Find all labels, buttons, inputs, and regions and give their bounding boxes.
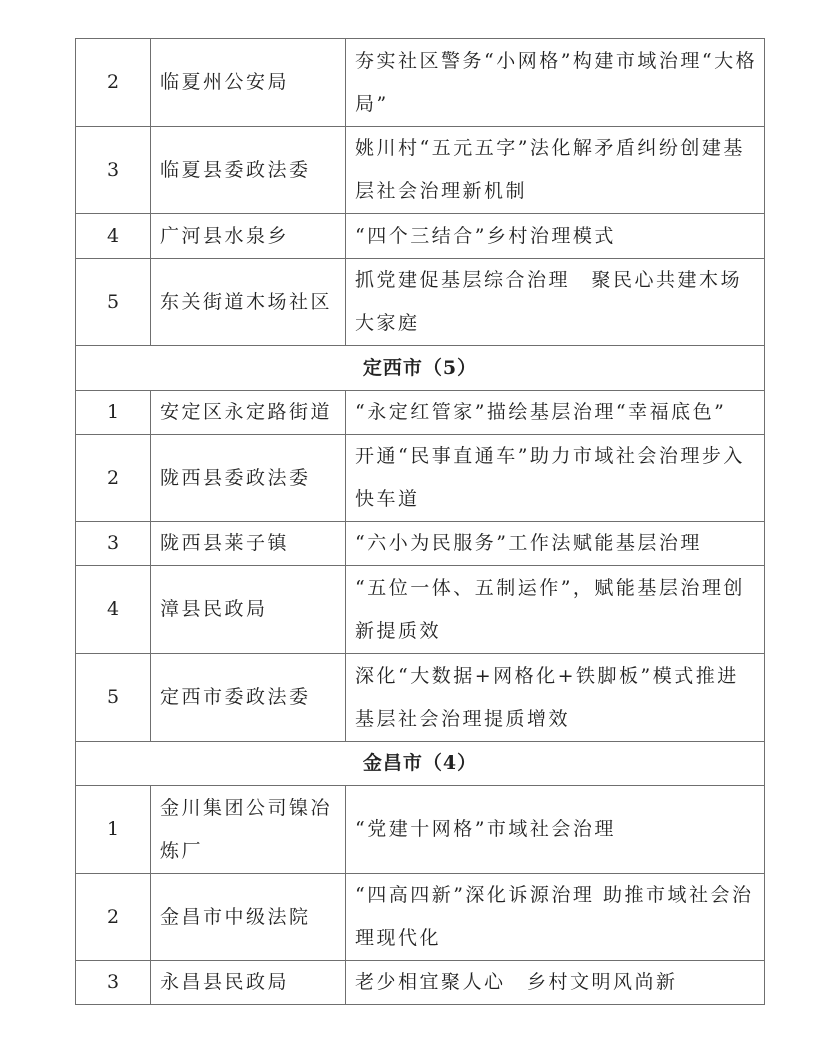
award-table bbox=[75, 38, 765, 1005]
section-header-row bbox=[76, 346, 765, 391]
table-row bbox=[76, 522, 765, 566]
organization-cell: 临夏县委政法委 bbox=[151, 127, 346, 214]
table-row bbox=[76, 874, 765, 961]
row-number: 1 bbox=[76, 786, 151, 874]
project-title-cell: “五位一体、五制运作”，赋能基层治理创新提质效 bbox=[346, 566, 765, 654]
table-row bbox=[76, 566, 765, 654]
section-title: 金昌市（4） bbox=[76, 742, 765, 786]
table-row bbox=[76, 786, 765, 874]
row-number: 5 bbox=[76, 654, 151, 742]
organization-cell: 金昌市中级法院 bbox=[151, 874, 346, 961]
project-title-cell: “六小为民服务”工作法赋能基层治理 bbox=[346, 522, 765, 566]
organization-cell: 陇西县莱子镇 bbox=[151, 522, 346, 566]
project-title-cell: 开通“民事直通车”助力市域社会治理步入快车道 bbox=[346, 435, 765, 522]
project-title-cell: “四个三结合”乡村治理模式 bbox=[346, 214, 765, 259]
row-number: 3 bbox=[76, 961, 151, 1005]
project-title-cell: “永定红管家”描绘基层治理“幸福底色” bbox=[346, 391, 765, 435]
table-row bbox=[76, 127, 765, 214]
table-row bbox=[76, 391, 765, 435]
organization-cell: 广河县水泉乡 bbox=[151, 214, 346, 259]
project-title-cell: 老少相宜聚人心 乡村文明风尚新 bbox=[346, 961, 765, 1005]
table-row bbox=[76, 214, 765, 259]
organization-cell: 永昌县民政局 bbox=[151, 961, 346, 1005]
organization-cell: 东关街道木场社区 bbox=[151, 259, 346, 346]
project-title-cell: “党建十网格”市域社会治理 bbox=[346, 786, 765, 874]
row-number: 4 bbox=[76, 214, 151, 259]
table-row bbox=[76, 961, 765, 1005]
section-title: 定西市（5） bbox=[76, 346, 765, 391]
organization-cell: 临夏州公安局 bbox=[151, 39, 346, 127]
table-row bbox=[76, 259, 765, 346]
table-row bbox=[76, 39, 765, 127]
row-number: 5 bbox=[76, 259, 151, 346]
row-number: 2 bbox=[76, 39, 151, 127]
organization-cell: 漳县民政局 bbox=[151, 566, 346, 654]
row-number: 4 bbox=[76, 566, 151, 654]
organization-cell: 陇西县委政法委 bbox=[151, 435, 346, 522]
row-number: 3 bbox=[76, 522, 151, 566]
project-title-cell: 深化“大数据+网格化+铁脚板”模式推进基层社会治理提质增效 bbox=[346, 654, 765, 742]
table-row bbox=[76, 654, 765, 742]
section-header-row bbox=[76, 742, 765, 786]
project-title-cell: 抓党建促基层综合治理 聚民心共建木场大家庭 bbox=[346, 259, 765, 346]
award-table-body bbox=[76, 39, 765, 1005]
row-number: 3 bbox=[76, 127, 151, 214]
row-number: 1 bbox=[76, 391, 151, 435]
project-title-cell: “四高四新”深化诉源治理 助推市域社会治理现代化 bbox=[346, 874, 765, 961]
organization-cell: 安定区永定路街道 bbox=[151, 391, 346, 435]
organization-cell: 定西市委政法委 bbox=[151, 654, 346, 742]
project-title-cell: 姚川村“五元五字”法化解矛盾纠纷创建基层社会治理新机制 bbox=[346, 127, 765, 214]
organization-cell: 金川集团公司镍冶炼厂 bbox=[151, 786, 346, 874]
row-number: 2 bbox=[76, 874, 151, 961]
row-number: 2 bbox=[76, 435, 151, 522]
table-row bbox=[76, 435, 765, 522]
project-title-cell: 夯实社区警务“小网格”构建市域治理“大格局” bbox=[346, 39, 765, 127]
